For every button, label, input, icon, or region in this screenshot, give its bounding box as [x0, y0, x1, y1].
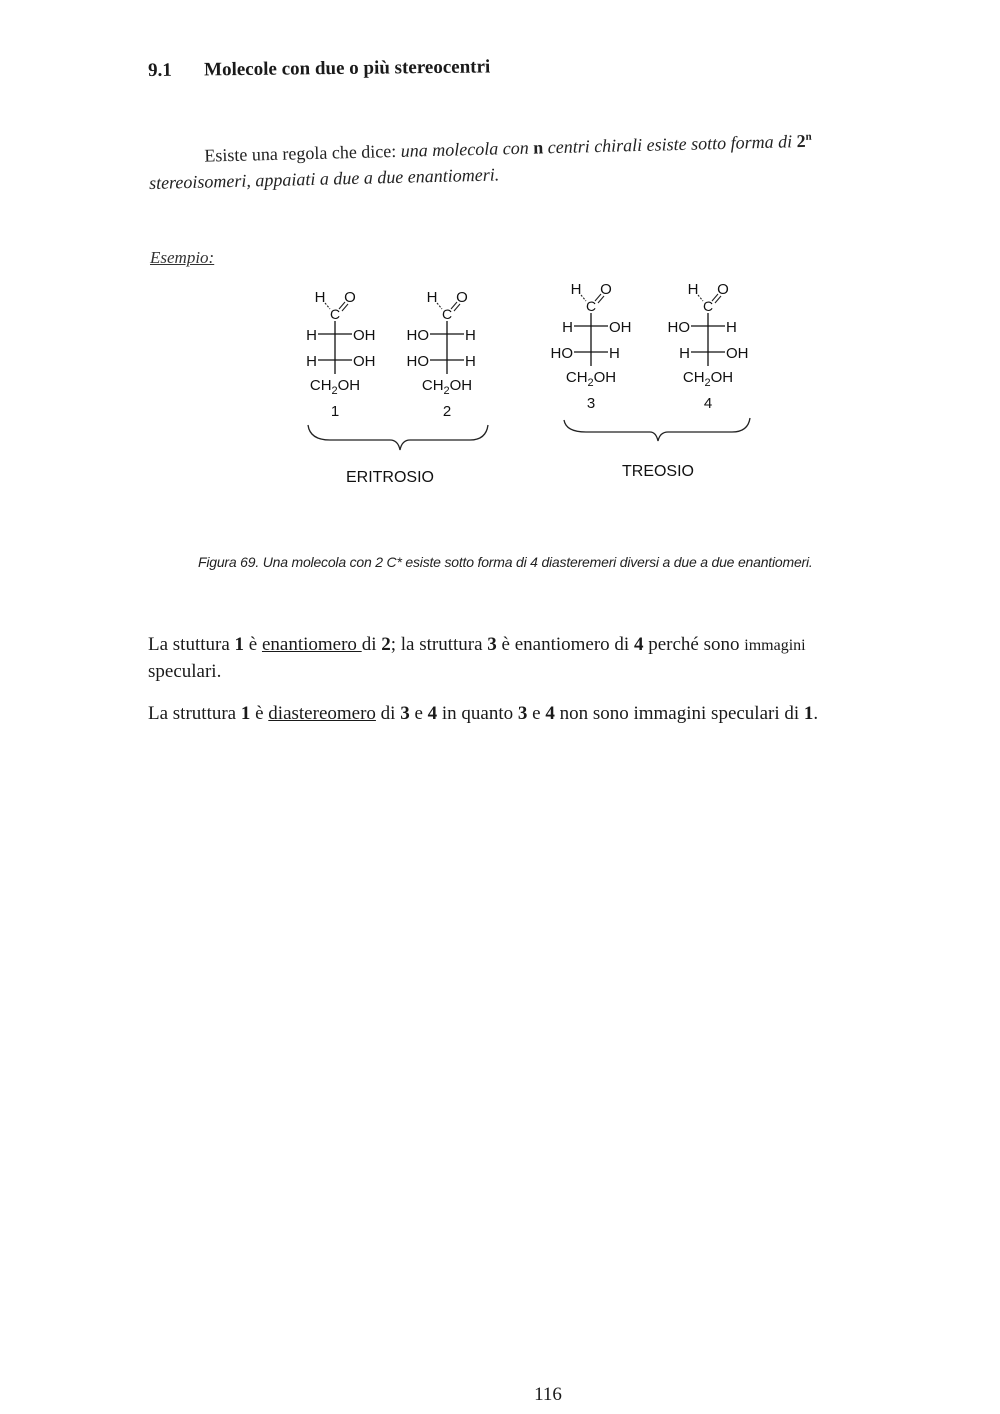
p1-text-3: di	[361, 634, 382, 655]
rule-bold-n: n	[532, 137, 544, 158]
row2-right: OH	[726, 345, 749, 362]
row1-left: H	[306, 327, 317, 344]
p1-bold-3: 3	[487, 634, 497, 655]
bottom-group: $CH_2OH$	[682, 369, 734, 389]
figure-caption: Figura 69. Una molecola con 2 C* esiste sotto forma di 4 diasteremeri diversi a due a due enantiomeri.	[198, 554, 813, 570]
aldehyde-h: H	[426, 289, 438, 306]
bottom-group: $CH_2OH$	[565, 369, 617, 389]
section-heading	[148, 56, 490, 82]
p1-text-7: immagini	[744, 637, 806, 654]
fischer-structure-4	[668, 281, 749, 412]
rule-power-exp: n	[805, 130, 812, 143]
p1-text-2: è	[244, 634, 262, 655]
rule-intro: Esiste una regola che dice:	[204, 140, 402, 166]
p2-text-4: e	[409, 703, 428, 724]
p2-bold-4: 3	[517, 703, 528, 724]
row2-left: H	[306, 353, 317, 370]
row2-left: H	[679, 345, 690, 362]
p2-text-3: di	[375, 703, 401, 724]
bottom-group: $CH_2OH$	[421, 377, 473, 397]
aldehyde-c: C	[441, 306, 453, 322]
section-number: 9.1	[148, 59, 172, 81]
p1-text-8: speculari.	[148, 661, 222, 682]
row1-right: OH	[609, 319, 632, 336]
aldehyde-o: O	[344, 289, 356, 306]
p2-text-1: La struttura	[148, 703, 241, 724]
row2-right: H	[465, 353, 476, 370]
p1-text-4: ; la struttura	[390, 634, 488, 655]
structure-number: 4	[703, 395, 713, 412]
p1-text-1: La stuttura	[148, 634, 235, 655]
group-label-threose: TREOSIO	[621, 463, 695, 480]
row2-right: OH	[353, 353, 376, 370]
structure-number: 3	[586, 395, 596, 412]
rule-italic-2: centri chirali esiste sotto forma di	[542, 131, 797, 158]
page-number: 116	[534, 1384, 562, 1405]
structure-number: 1	[330, 403, 340, 420]
p2-bold-3: 4	[427, 703, 438, 724]
aldehyde-o: O	[717, 281, 729, 298]
row1-left: H	[562, 319, 573, 336]
brace-erythrose	[308, 425, 488, 450]
rule-paragraph	[148, 121, 919, 196]
fischer-svg	[290, 270, 790, 500]
aldehyde-c: C	[329, 306, 341, 322]
structure-number: 2	[442, 403, 452, 420]
row1-right: H	[465, 327, 476, 344]
aldehyde-o: O	[600, 281, 612, 298]
p2-bold-1: 1	[240, 703, 251, 724]
group-label-erythrose: ERITROSIO	[345, 469, 435, 486]
row1-left: HO	[667, 319, 690, 336]
p1-bold-2: 2	[381, 634, 391, 655]
aldehyde-c: C	[585, 298, 597, 314]
fischer-structure-3	[551, 281, 632, 412]
row2-right: H	[609, 345, 620, 362]
paragraph-diastereomers	[148, 701, 928, 727]
p2-bold-5: 4	[545, 703, 555, 724]
p2-text-5: in quanto	[437, 703, 518, 724]
aldehyde-h: H	[687, 281, 699, 298]
row1-left: HO	[406, 327, 429, 344]
fischer-structure-2	[407, 289, 476, 420]
p1-text-5: è enantiomero di	[496, 634, 634, 655]
row2-left: HO	[550, 345, 573, 362]
aldehyde-o: O	[456, 289, 468, 306]
row1-right: OH	[353, 327, 376, 344]
p2-text-8: .	[813, 703, 819, 724]
section-title: Molecole con due o più stereocentri	[203, 56, 491, 81]
p1-bold-4: 4	[633, 634, 644, 655]
paragraph-enantiomers	[148, 632, 928, 685]
row1-right: H	[726, 319, 737, 336]
p1-bold-1: 1	[234, 634, 245, 655]
aldehyde-c: C	[702, 298, 714, 314]
row2-left: HO	[406, 353, 429, 370]
brace-threose	[564, 418, 750, 441]
p2-bold-6: 1	[803, 703, 814, 724]
fischer-structure-1	[306, 289, 375, 420]
p2-bold-2: 3	[400, 703, 410, 724]
rule-italic-1: una molecola con	[400, 137, 534, 161]
rule-power-base: 2	[796, 130, 806, 152]
p2-text-2: è	[250, 703, 269, 724]
p2-term-diastereomero: diastereomero	[268, 703, 376, 724]
p1-text-6: perché sono	[643, 634, 745, 655]
p1-term-enantiomero: enantiomero	[261, 634, 362, 655]
aldehyde-h: H	[570, 281, 582, 298]
bottom-group: $CH_2OH$	[309, 377, 361, 397]
p2-text-7: non sono immagini speculari di	[554, 703, 804, 724]
p2-text-6: e	[527, 703, 546, 724]
fischer-figure	[290, 270, 790, 505]
rule-italic-3: stereoisomeri, appaiati a due a due enantiomeri.	[148, 164, 500, 193]
aldehyde-h: H	[314, 289, 326, 306]
example-label: Esempio:	[150, 248, 215, 267]
